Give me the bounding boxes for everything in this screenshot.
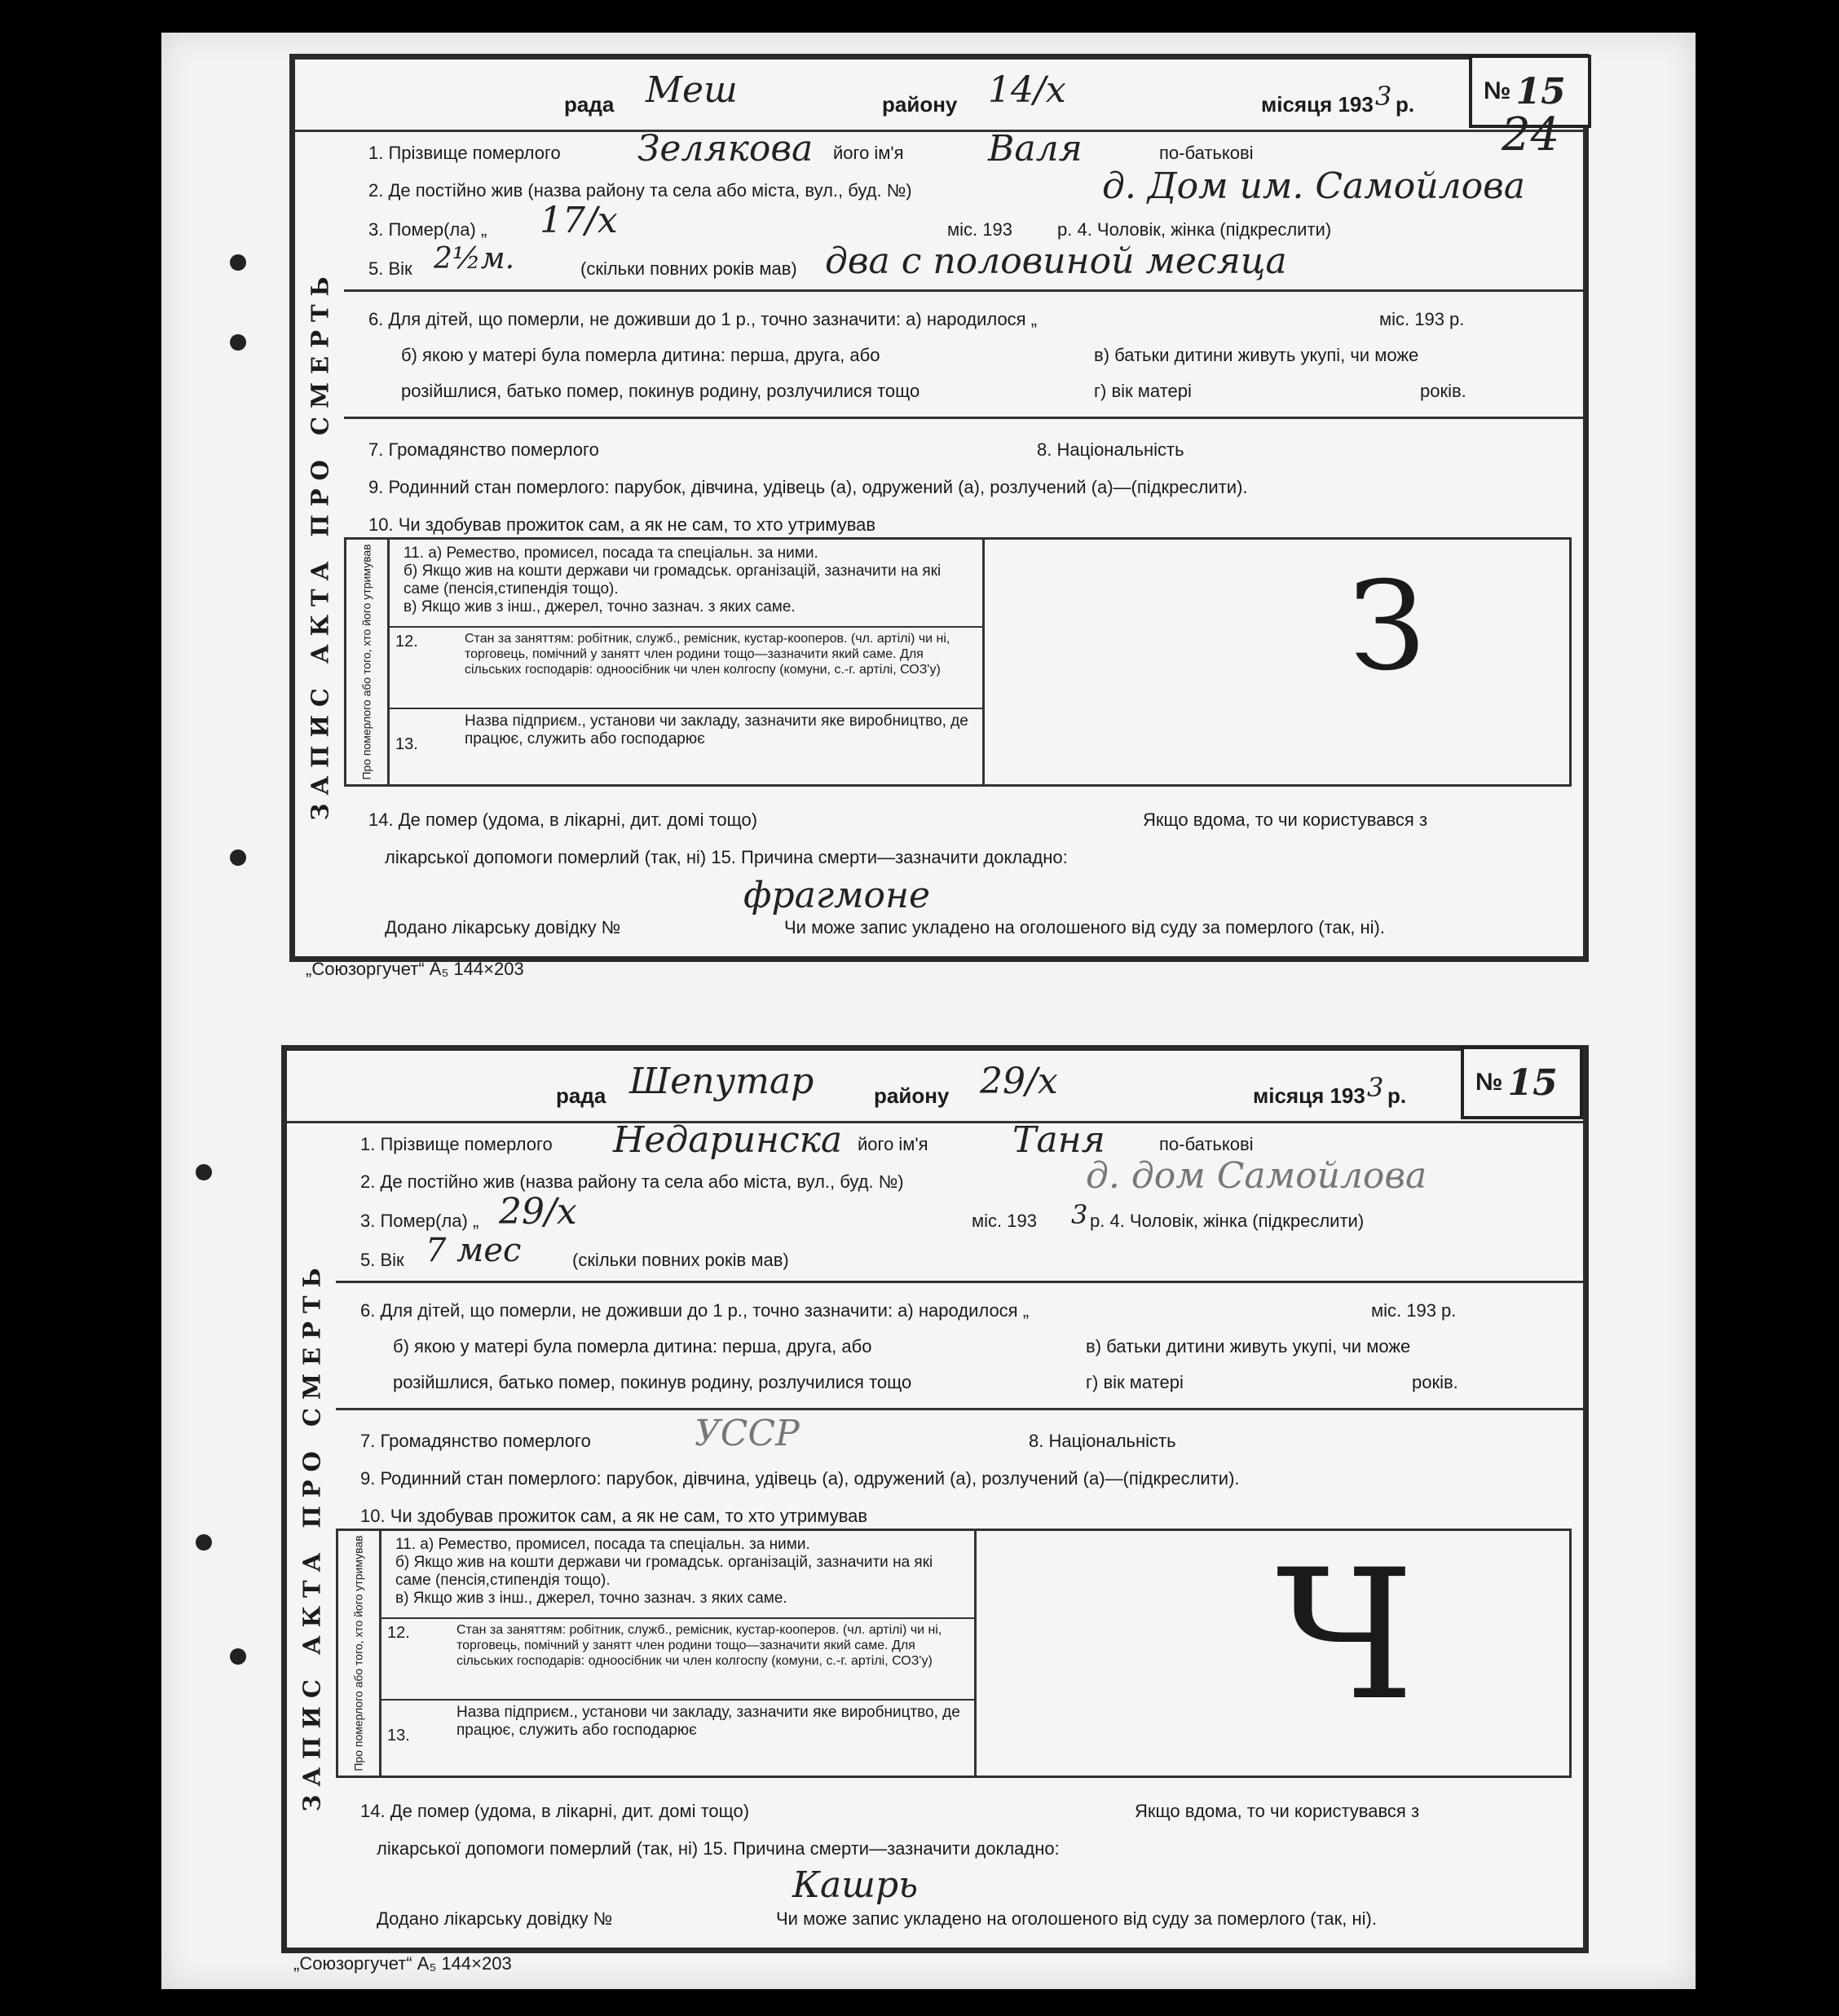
- field-6c-mother-age: г) вік матері: [1094, 381, 1192, 401]
- year-handwriting: 3: [1367, 1072, 1384, 1103]
- card-2-footer: „Союзоргучет“ А₅ 144×203: [293, 1953, 512, 1974]
- field-name-label: його ім'я: [833, 143, 904, 163]
- field-support-label: 10. Чи здобував прожиток сам, а як не сам, то хто утримував: [368, 514, 876, 535]
- table-side-caption: Про померлого або того, хто його утримував: [338, 1531, 381, 1776]
- field-6b-label: б) якою у матері була померла дитина: перша, друга, або: [401, 345, 880, 365]
- field-court-label: Чи може запис укладено на оголошеного від суду за померлого (так, ні).: [776, 1908, 1377, 1929]
- table-row: [379, 1699, 974, 1771]
- field-6c-mother-age: г) вік матері: [1086, 1372, 1184, 1392]
- field-name-label: його ім'я: [858, 1134, 928, 1154]
- section-divider: [344, 417, 1583, 419]
- number-label: №: [1484, 77, 1511, 104]
- table-row: [387, 540, 982, 628]
- field-age-label: 5. Вік: [368, 258, 412, 279]
- rada-label: рада: [564, 92, 615, 117]
- table-row: [379, 1531, 974, 1619]
- field-sex-label: р. 4. Чоловік, жінка (підкреслити): [1090, 1211, 1365, 1231]
- row-11-text: 11. а) Ремество, промисел, посада та спеціальн. за ними. б) Якщо жив на кошти держави чи громадськ. організацій, зазначити на які саме (пенсія,стипендія тощо). в) Якщо жив з інш., джерел, точно зазнач. з яких саме.: [404, 545, 942, 615]
- name-handwriting: Таня: [1012, 1119, 1105, 1161]
- month-year-label: місяця 193: [1253, 1083, 1365, 1108]
- row-13-number: 13.: [395, 735, 418, 753]
- rayon-label: району: [874, 1083, 950, 1108]
- rada-handwriting: Шепутар: [629, 1061, 814, 1102]
- field-6c-label: розійшлися, батько помер, покинув родину, розлучилися тощо: [393, 1372, 912, 1392]
- table-handwritten-mark: З: [1349, 556, 1426, 698]
- death-year-handwriting: 3: [1071, 1199, 1088, 1230]
- sidebar-title: ЗАПИС АКТА ПРО СМЕРТЬ: [306, 268, 334, 821]
- month-year-label: місяця 193: [1261, 92, 1374, 117]
- binder-hole: [196, 1534, 212, 1551]
- age-words-handwriting: два с половиной месяца: [825, 240, 1287, 282]
- field-surname-label: 1. Прізвище померлого: [368, 143, 561, 163]
- field-death-month-label: міс. 193: [972, 1211, 1037, 1231]
- death-date-handwriting: 17/х: [540, 200, 618, 241]
- field-age-label: 5. Вік: [360, 1250, 404, 1270]
- card-1-footer: „Союзоргучет“ А₅ 144×203: [306, 959, 524, 979]
- age-handwriting: 7 мес: [426, 1232, 522, 1269]
- cause-handwriting: Кашрь: [792, 1864, 919, 1906]
- field-address-label: 2. Де постійно жив (назва району та села або міста, вул., буд. №): [360, 1171, 904, 1192]
- field-cause-label: лікарської допомоги померлий (так, ні) 15. Причина смерти—зазначити докладно:: [385, 847, 1068, 867]
- occupation-table: [344, 537, 1572, 787]
- field-6b-parents: в) батьки дитини живуть укупі, чи може: [1094, 345, 1419, 365]
- address-handwriting: д. Дом им. Самойлова: [1102, 165, 1525, 207]
- section-divider: [336, 1408, 1583, 1410]
- field-age-note: (скільки повних років мав): [580, 258, 797, 279]
- field-death-place-label: 14. Де помер (удома, в лікарні, дит. домі тощо): [360, 1801, 750, 1821]
- occupation-table: [336, 1529, 1572, 1778]
- field-address-label: 2. Де постійно жив (назва району та села або міста, вул., буд. №): [368, 180, 912, 201]
- row-11-text: 11. а) Ремество, промисел, посада та спеціальн. за ними. б) Якщо жив на кошти держави чи громадськ. організацій, зазначити на які саме (пенсія,стипендія тощо). в) Якщо жив з інш., джерел, точно зазнач. з яких саме.: [395, 1536, 933, 1607]
- field-cause-label: лікарської допомоги померлий (так, ні) 15. Причина смерти—зазначити докладно:: [377, 1838, 1060, 1859]
- field-marital-label: 9. Родинний стан померлого: парубок, дівчина, удівець (а), одружений (а), розлучений (а)—(підкреслити).: [360, 1468, 1240, 1489]
- corner-number-handwriting: 24: [1502, 108, 1560, 161]
- name-handwriting: Валя: [988, 128, 1083, 170]
- section-divider: [336, 1281, 1583, 1283]
- date-handwriting: 14/х: [988, 69, 1066, 111]
- number-label: №: [1475, 1069, 1503, 1096]
- field-death-month-label: міс. 193: [947, 219, 1012, 240]
- field-surname-label: 1. Прізвище померлого: [360, 1134, 553, 1154]
- field-certificate-label: Додано лікарську довідку №: [377, 1908, 613, 1929]
- cause-handwriting: фрагмоне: [743, 875, 931, 916]
- date-handwriting: 29/х: [980, 1061, 1058, 1102]
- row-12-number: 12.: [387, 1624, 410, 1642]
- field-6c-years: років.: [1420, 381, 1466, 401]
- death-record-card-1: [289, 54, 1589, 962]
- field-6a-month: міс. 193 р.: [1371, 1300, 1457, 1321]
- row-12-text: Стан за заняттям: робітник, служб., ремісник, кустар-кооперов. (чл. артілі) чи ні, торговець, помічний у занятт член родини тощо—зазначити який саме. Для сільських господарів: одноосібник чи член колгоспу (комуни, с.-г. артілі, СОЗ'у): [456, 1623, 942, 1668]
- field-home-label: Якщо вдома, то чи користувався з: [1143, 809, 1428, 830]
- field-support-label: 10. Чи здобував прожиток сам, а як не сам, то хто утримував: [360, 1506, 868, 1526]
- binder-hole: [230, 849, 246, 866]
- row-12-text: Стан за заняттям: робітник, служб., ремісник, кустар-кооперов. (чл. артілі) чи ні, торговець, помічний у занятт член родини тощо—зазначити який саме. Для сільських господарів: одноосібник чи член колгоспу (комуни, с.-г. артілі, СОЗ'у): [465, 632, 950, 677]
- record-number-box: [1461, 1046, 1583, 1119]
- field-6c-years: років.: [1412, 1372, 1458, 1392]
- year-suffix: р.: [1387, 1083, 1407, 1108]
- record-number-handwriting: 15: [1507, 1061, 1558, 1104]
- year-suffix: р.: [1396, 92, 1415, 117]
- address-handwriting: д. дом Самойлова: [1086, 1155, 1427, 1197]
- record-number-handwriting: 15: [1515, 70, 1566, 112]
- card-header: [287, 1051, 1583, 1123]
- table-inner: [379, 1531, 977, 1776]
- binder-hole: [230, 254, 246, 271]
- table-handwritten-mark: Ч: [1276, 1531, 1415, 1740]
- section-divider: [344, 289, 1583, 292]
- card-header: [295, 60, 1583, 132]
- field-certificate-label: Додано лікарську довідку №: [385, 917, 621, 937]
- field-patronymic-label: по-батькові: [1159, 1134, 1254, 1154]
- field-6a-label: 6. Для дітей, що померли, не доживши до 1 р., точно зазначити: а) народилося „: [368, 309, 1038, 329]
- field-home-label: Якщо вдома, то чи користувався з: [1135, 1801, 1420, 1821]
- field-death-date-label: 3. Помер(ла) „: [360, 1211, 479, 1231]
- surname-handwriting: Недаринска: [613, 1119, 843, 1161]
- table-inner: [387, 540, 985, 784]
- binder-hole: [230, 1648, 246, 1665]
- field-sex-label: р. 4. Чоловік, жінка (підкреслити): [1057, 219, 1332, 240]
- field-citizenship-label: 7. Громадянство померлого: [360, 1431, 591, 1451]
- rada-handwriting: Меш: [646, 69, 738, 111]
- row-13-text: Назва підприєм., установи чи закладу, зазначити яке виробництво, де працює, служить або господарює: [456, 1704, 960, 1739]
- year-handwriting: 3: [1375, 81, 1392, 112]
- field-death-date-label: 3. Помер(ла) „: [368, 219, 487, 240]
- age-handwriting: 2½м.: [434, 242, 515, 276]
- rayon-label: району: [882, 92, 958, 117]
- field-court-label: Чи може запис укладено на оголошеного від суду за померлого (так, ні).: [784, 917, 1385, 937]
- field-age-note: (скільки повних років мав): [572, 1250, 789, 1270]
- binder-hole: [230, 334, 246, 351]
- field-6a-month: міс. 193 р.: [1379, 309, 1465, 329]
- row-13-number: 13.: [387, 1727, 410, 1745]
- field-nationality-label: 8. Національність: [1029, 1431, 1176, 1451]
- field-citizenship-label: 7. Громадянство померлого: [368, 439, 599, 460]
- field-6c-label: розійшлися, батько помер, покинув родину, розлучилися тощо: [401, 381, 920, 401]
- table-row: [379, 1617, 974, 1701]
- field-nationality-label: 8. Національність: [1037, 439, 1184, 460]
- field-marital-label: 9. Родинний стан померлого: парубок, дівчина, удівець (а), одружений (а), розлучений (а)—(підкреслити).: [368, 477, 1248, 497]
- surname-handwriting: Зелякова: [637, 128, 814, 170]
- field-6b-parents: в) батьки дитини живуть укупі, чи може: [1086, 1336, 1411, 1356]
- field-6b-label: б) якою у матері була померла дитина: перша, друга, або: [393, 1336, 872, 1356]
- table-row: [387, 708, 982, 779]
- field-patronymic-label: по-батькові: [1159, 143, 1254, 163]
- field-6a-label: 6. Для дітей, що померли, не доживши до 1 р., точно зазначити: а) народилося „: [360, 1300, 1030, 1321]
- table-row: [387, 626, 982, 709]
- table-side-caption: Про померлого або того, хто його утримував: [346, 540, 390, 784]
- citizenship-handwriting: УССР: [695, 1413, 800, 1454]
- row-13-text: Назва підприєм., установи чи закладу, зазначити яке виробництво, де працює, служить або господарює: [465, 712, 968, 748]
- binder-hole: [196, 1164, 212, 1180]
- sidebar-title: ЗАПИС АКТА ПРО СМЕРТЬ: [298, 1259, 326, 1812]
- field-death-place-label: 14. Де помер (удома, в лікарні, дит. домі тощо): [368, 809, 758, 830]
- death-record-card-2: [281, 1045, 1589, 1953]
- death-date-handwriting: 29/х: [499, 1191, 577, 1233]
- row-12-number: 12.: [395, 633, 418, 651]
- rada-label: рада: [556, 1083, 606, 1108]
